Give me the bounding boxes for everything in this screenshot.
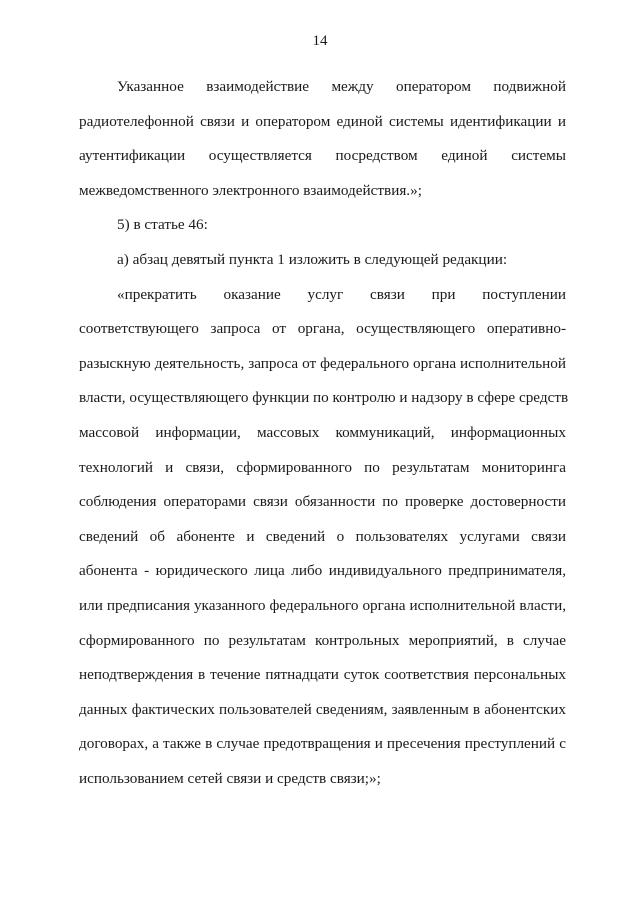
text-line: межведомственного электронного взаимодействия.»;	[79, 181, 422, 199]
text-line: неподтверждения в течение пятнадцати суток соответствия персональных	[79, 666, 566, 684]
document-body	[79, 70, 569, 796]
text-line: «прекратить оказание услуг связи при поступлении	[117, 285, 566, 303]
text-line: данных фактических пользователей сведениям, заявленным в абонентских	[79, 700, 566, 718]
text-line: сведений об абоненте и сведений о пользователях услугами связи	[79, 527, 566, 545]
paragraph-quoted-amendment	[79, 278, 569, 797]
text-line: соблюдения операторами связи обязанности по проверке достоверности	[79, 493, 566, 511]
text-line: аутентификации осуществляется посредством единой системы	[79, 147, 566, 165]
text-line: соответствующего запроса от органа, осуществляющего оперативно-	[79, 320, 566, 338]
text-line: или предписания указанного федерального органа исполнительной власти,	[79, 596, 566, 614]
text-line: технологий и связи, сформированного по результатам мониторинга	[79, 458, 566, 476]
text-line: использованием сетей связи и средств связи;»;	[79, 769, 381, 787]
paragraph-item-5	[79, 208, 566, 243]
text-line: сформированного по результатам контрольных мероприятий, в случае	[79, 631, 566, 649]
text-line: разыскную деятельность, запроса от федерального органа исполнительной	[79, 354, 566, 372]
paragraph-item-a	[79, 243, 566, 278]
paragraph-interaction	[79, 70, 566, 208]
text-line: договорах, а также в случае предотвращения и пресечения преступлений с	[79, 735, 566, 753]
page-number: 14	[312, 33, 328, 49]
text-line: массовой информации, массовых коммуникаций, информационных	[79, 423, 566, 441]
text-line: власти, осуществляющего функции по контролю и надзору в сфере средств	[79, 389, 569, 407]
text-line: абонента - юридического лица либо индивидуального предпринимателя,	[79, 562, 566, 580]
text-line: 5) в статье 46:	[117, 216, 208, 234]
text-line: радиотелефонной связи и оператором единой системы идентификации и	[79, 112, 566, 130]
text-line: а) абзац девятый пункта 1 изложить в следующей редакции:	[117, 250, 508, 268]
text-line: Указанное взаимодействие между оператором подвижной	[117, 78, 566, 95]
